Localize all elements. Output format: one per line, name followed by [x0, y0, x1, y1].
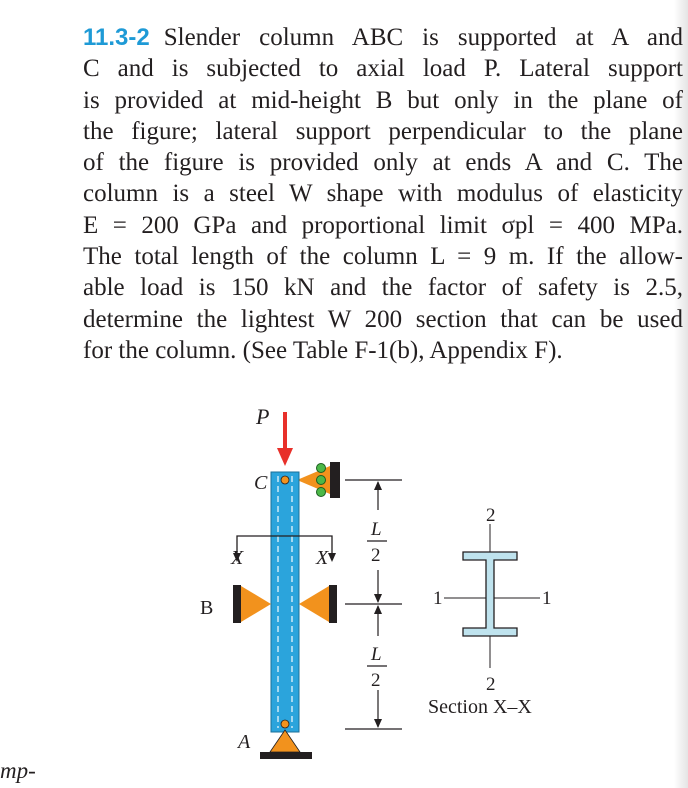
problem-line-10: determine the lightest W 200 section that can be used [83, 305, 683, 333]
section-caption: Section X–X [428, 696, 532, 718]
margin-text-fragment: mp- [0, 758, 36, 783]
column [271, 472, 299, 732]
problem-line-3: is provided at mid-height B but only in the plane of [83, 86, 683, 114]
bottom-support-label: A [238, 731, 251, 753]
dimension-bottom-fraction [367, 644, 387, 691]
top-roller-support [297, 462, 340, 498]
svg-text:2: 2 [371, 670, 381, 691]
section-axis-right-label: 1 [542, 588, 552, 609]
section-axis-left-label: 1 [433, 588, 443, 609]
problem-line-8: The total length of the column L = 9 m. If the allow- [83, 243, 683, 271]
section-axis-top-label: 2 [486, 505, 496, 526]
problem-line-6: column is a steel W shape with modulus of elasticity [83, 180, 683, 208]
section-cut-left-label: X [231, 547, 244, 569]
w-section-shape [444, 524, 540, 668]
section-axis-bottom-label: 2 [486, 674, 496, 695]
mid-support-label: B [200, 597, 214, 619]
svg-text:L: L [371, 644, 382, 665]
problem-line-2: C and is subjected to axial load P. Lateral support [83, 55, 683, 83]
dimension-lines [345, 480, 402, 729]
problem-line-4: the figure; lateral support perpendicular to the plane [83, 117, 683, 145]
problem-line-1: 11.3-2 Slender column ABC is supported at A and [83, 24, 683, 51]
dimension-top-fraction [367, 519, 387, 566]
problem-line-11: for the column. (See Table F-1(b), Appendix F). [83, 336, 563, 364]
problem-line-5: of the figure is provided only at ends A and C. The [83, 149, 683, 177]
load-arrow [277, 412, 293, 466]
section-cut-right-label: X [316, 547, 329, 569]
bottom-pin-support [260, 730, 312, 759]
problem-line-9: able load is 150 kN and the factor of safety is 2.5, [83, 274, 683, 302]
load-label: P [256, 404, 270, 429]
svg-text:2: 2 [371, 545, 381, 566]
svg-text:L: L [371, 519, 382, 540]
top-support-label: C [254, 472, 268, 494]
problem-line-7: E = 200 GPa and proportional limit σpl = 400 MPa. [83, 211, 683, 239]
problem-number: 11.3-2 [83, 24, 150, 51]
